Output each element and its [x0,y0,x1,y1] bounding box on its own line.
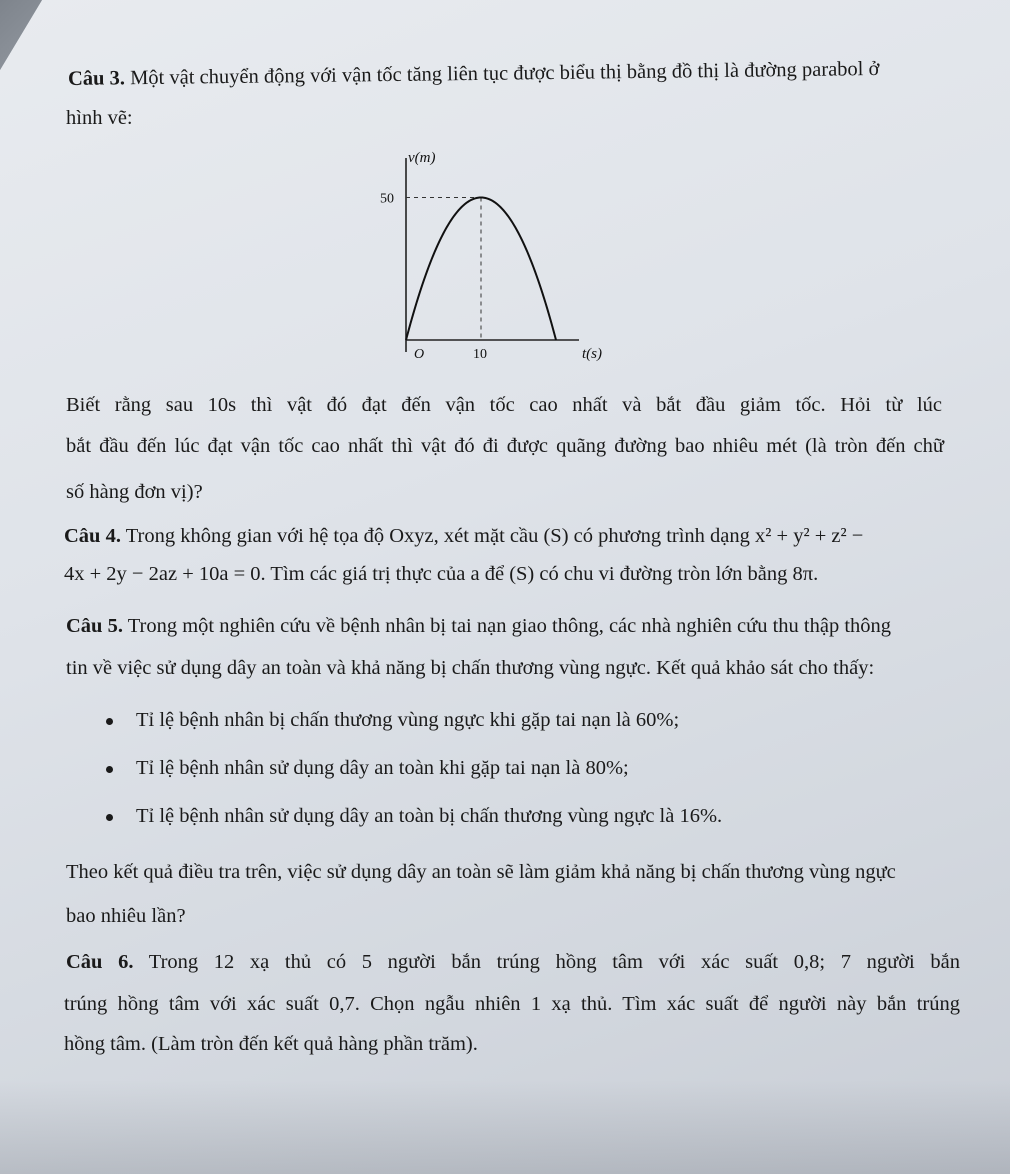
bullet-dot-3 [106,814,113,821]
q4-label: Câu 4. [64,525,121,547]
bottom-shadow [0,1080,1010,1174]
q4-text-1: Trong không gian với hệ tọa độ Oxyz, xét mặt cầu (S) có phương trình dạng x² + y² + z² − [125,525,864,547]
q5-after-2: bao nhiêu lần? [66,905,186,927]
bullet-dot-2 [106,766,113,773]
q5-bullet-1: Tỉ lệ bệnh nhân bị chấn thương vùng ngực khi gặp tai nạn là 60%; [136,709,680,731]
q4-text-2: 4x + 2y − 2az + 10a = 0. Tìm các giá trị thực của a để (S) có chu vi đường tròn lớn bằng 8π. [64,563,819,585]
q4-line2 [64,564,818,585]
q5-after-1: Theo kết quả điều tra trên, việc sử dụng dây an toàn sẽ làm giảm khả năng bị chấn thương vùng ngực [66,861,896,883]
q6-text-1: Trong 12 xạ thủ có 5 người bắn trúng hồng tâm với xác suất 0,8; 7 người bắn [148,951,960,973]
q6-line1 [66,952,960,973]
q3-body-2: bắt đầu đến lúc đạt vận tốc cao nhất thì vật đó đi được quãng đường bao nhiêu mét (là tròn đến chữ [66,435,944,457]
bullet-dot-1 [106,718,113,725]
q3-text-2: hình vẽ: [66,107,133,129]
q3-body-3: số hàng đơn vị)? [66,481,203,503]
q3-body-1: Biết rằng sau 10s thì vật đó đạt đến vận tốc cao nhất và bắt đầu giảm tốc. Hỏi từ lúc [66,394,942,416]
q5-bullet-3: Tỉ lệ bệnh nhân sử dụng dây an toàn bị chấn thương vùng ngực là 16%. [136,805,723,827]
origin-label: O [414,347,425,362]
q5-label: Câu 5. [66,615,123,637]
q3-label: Câu 3. [67,67,126,90]
q5-text-2: tin về việc sử dụng dây an toàn và khả năng bị chấn thương vùng ngực. Kết quả khảo sát cho thấy: [66,657,875,679]
q6-line2: trúng hồng tâm với xác suất 0,7. Chọn ngẫu nhiên 1 xạ thủ. Tìm xác suất để người này bắn trúng [64,993,960,1015]
q5-line2 [66,658,874,679]
q5-bullet-2: Tỉ lệ bệnh nhân sử dụng dây an toàn khi gặp tai nạn là 80%; [136,757,629,779]
q3-line2 [66,108,133,129]
q6-line3: hồng tâm. (Làm tròn đến kết quả hàng phần trăm). [64,1033,478,1055]
q4-line1 [64,526,863,547]
q3-text-1: Một vật chuyển động với vận tốc tăng liên tục được biểu thị bằng đồ thị là đường parabol ở [129,58,880,90]
q6-label: Câu 6. [66,951,134,973]
y-axis-label: v(m) [408,150,436,166]
q5-line1 [66,616,891,637]
x-axis-label: t(s) [582,346,602,362]
velocity-chart [370,140,630,380]
y-tick-label: 50 [380,191,394,207]
q5-text-1: Trong một nghiên cứu về bệnh nhân bị tai nạn giao thông, các nhà nghiên cứu thu thập thông [127,615,892,637]
x-tick-label: 10 [473,347,487,362]
